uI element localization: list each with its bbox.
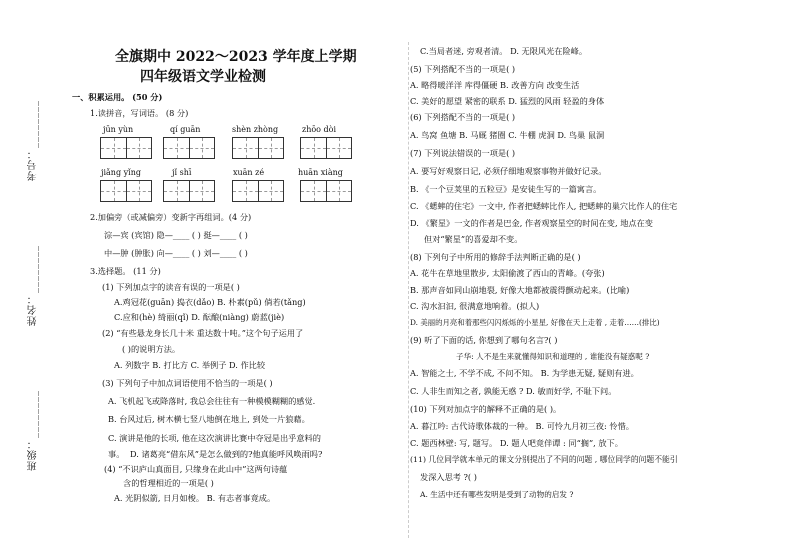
option-row: A.鸡冠花(guān) 捣衣(dǎo) B. 朴素(pǔ) 倘若(tǎng)	[114, 297, 306, 307]
pinyin-5: jiǎng yǐng	[101, 168, 141, 177]
class-field[interactable]: 班级：________	[28, 390, 39, 471]
pinyin-1: jūn yùn	[103, 125, 134, 134]
option-row: C. 沟水汩汩, 很满意地响着。(拟人)	[410, 301, 540, 311]
section-heading: 一、积累运用。 (50 分)	[72, 92, 163, 102]
answer-box[interactable]	[163, 180, 215, 202]
option-row: C.当局者迷, 旁观者清。 D. 无限风光在险峰。	[420, 46, 588, 56]
question-11-cont: 发深入思考 ?( )	[420, 472, 477, 482]
question-1-title: 1.读拼音，写词语。 (8 分)	[90, 108, 189, 118]
answer-box[interactable]	[232, 137, 284, 159]
option-row: B. 那声音如同山崩地裂, 好像大地都被震得颤动起来。(比喻)	[410, 285, 630, 295]
option-row: A. 生活中还有哪些发明是受到了动物的启发 ?	[420, 490, 574, 499]
answer-box[interactable]	[232, 180, 284, 202]
option-row: C. 人非生而知之者, 孰能无惑 ? D. 敏而好学, 不耻下问。	[410, 386, 617, 396]
answer-box[interactable]	[300, 137, 352, 159]
question-7: (7) 下列说法错误的一项是( )	[410, 148, 516, 158]
question-3-4: (4) “不识庐山真面目, 只缘身在此山中”这两句诗蕴	[104, 464, 288, 474]
option-row: A. 光阴似箭, 日月如梭。 B. 有志者事竟成。	[114, 493, 276, 503]
option-row: A. 鸟窝 鱼塘 B. 马厩 猪圈 C. 牛棚 虎洞 D. 鸟巢 鼠洞	[410, 130, 605, 140]
option-row: B. 台风过后, 树木横七竖八地倒在地上, 到处一片狼藉。	[108, 414, 310, 424]
question-10: (10) 下列对加点字的解释不正确的是( )。	[410, 404, 562, 414]
option-row: C. 题西林壁: 写, 题写。 D. 题人吧竟伴谭 : 同“搁”, 放下。	[410, 438, 623, 448]
answer-box[interactable]	[100, 180, 152, 202]
question-3-title: 3.选择题。 (11 分)	[90, 266, 161, 276]
question-3-4-cont: 含的哲理相近的一项是( )	[123, 478, 214, 488]
question-3-2: (2) “有些悬龙身长几十米 重达数十吨。”这个句子运用了	[102, 328, 304, 338]
student-info-sidebar	[20, 60, 50, 520]
column-divider	[408, 42, 409, 538]
pinyin-3: shèn zhòng	[232, 125, 279, 134]
option-row: A. 列数字 B. 打比方 C. 举例子 D. 作比较	[114, 360, 266, 370]
question-3-3: (3) 下列句子中加点词语使用不恰当的一项是( )	[102, 378, 273, 388]
option-row: A. 智能之士, 不学不成, 不问不知。 B. 为学患无疑, 疑则有进。	[410, 368, 639, 378]
option-row: C. 演讲是他的长项, 他在这次演讲比赛中夺冠是出乎意料的	[108, 433, 321, 443]
answer-box[interactable]	[163, 137, 215, 159]
question-11: (11) 几位同学就本单元的课文分别提出了不同的问题 , 哪位同学的问题不能引	[410, 455, 678, 464]
question-2-title: 2.加偏旁（或减偏旁）变新字再组词。(4 分)	[90, 212, 252, 222]
pinyin-7: xuān zé	[233, 168, 265, 177]
option-row: A. 要写好观察日记, 必须仔细地观察事物并做好记录。	[410, 166, 607, 176]
question-5: (5) 下列搭配不当的一项是( )	[410, 64, 516, 74]
exam-subtitle: 四年级语文学业检测	[140, 69, 266, 85]
question-8: (8) 下列句子中所用的修辞手法判断正确的是( )	[410, 252, 581, 262]
option-row: A. 花牛在草地里散步, 太阳偷渡了西山的青峰。(夸张)	[410, 268, 605, 278]
pinyin-4: zhōo dòi	[302, 125, 337, 134]
pinyin-2: qí guān	[170, 125, 201, 134]
pinyin-6: jǐ shī	[172, 168, 192, 177]
answer-box[interactable]	[300, 180, 352, 202]
option-row: D. 《繁星》一文的作者是巴金, 作者观察星空的时间在变, 地点在变	[410, 218, 653, 228]
question-3-2-cont: ( )的说明方法。	[122, 344, 181, 354]
name-field[interactable]: 姓名：________	[28, 245, 39, 326]
pinyin-8: huān xiàng	[298, 168, 343, 177]
question-6: (6) 下列搭配不当的一项是( )	[410, 112, 516, 122]
option-row: C.应和(hè) 绮丽(qǐ) D. 酝酿(niàng) 蔚蓝(jiè)	[114, 312, 285, 322]
option-row: A. 暮江吟: 古代诗歌体裁的一种。 B. 可怜九月初三夜: 怜惜。	[410, 421, 634, 431]
option-row: D. 美丽的月亮和着那些闪闪烁烁的小星星, 好像在天上走着 , 走着……(排比)	[410, 318, 660, 327]
student-number-field[interactable]: 考号：________	[28, 100, 39, 181]
question-2-line-2[interactable]: 中—肿 (肿胀) 向—____ ( ) 刘—____ ( )	[104, 248, 248, 258]
question-9: (9) 听了下面的话, 你想到了哪句名言?( )	[410, 335, 558, 345]
option-row: C. 《蟋蟀的住宅》一文中, 作者把蟋蟀比作人, 把蟋蟀的巢穴比作人的住宅	[410, 201, 678, 211]
option-row: A. 飞机起飞或降落时, 我总会往往有一种模模糊糊的感觉.	[108, 396, 316, 406]
option-row: C. 美好的愿望 紧密的联系 D. 猛烈的风雨 轻盈的身体	[410, 96, 605, 106]
option-row: D. 诸葛亮“借东风”是怎么做到的?他真能呼风唤雨吗?	[130, 449, 323, 459]
question-2-line-1[interactable]: 淙—宾 (宾馆) 隐—____ ( ) 挺—____ ( )	[104, 230, 248, 240]
option-row-cont: 事。	[108, 449, 125, 459]
question-3-1: (1) 下列加点字的读音有误的一项是( )	[102, 282, 240, 292]
option-row-cont: 但对“繁星”的喜爱却不变。	[424, 234, 523, 244]
option-row: B. 《一个豆荚里的五粒豆》是安徒生写的一篇寓言。	[410, 184, 602, 194]
option-row: A. 略得暖洋洋 库得僵硬 B. 改善方向 改变生活	[410, 80, 580, 90]
quote-text: 子华: 人不是生来就懂得知识和道理的 , 谁能没有疑惑呢 ?	[456, 352, 650, 361]
exam-title: 全旗期中 2022～2023 学年度上学期	[115, 49, 357, 65]
answer-box[interactable]	[100, 137, 152, 159]
